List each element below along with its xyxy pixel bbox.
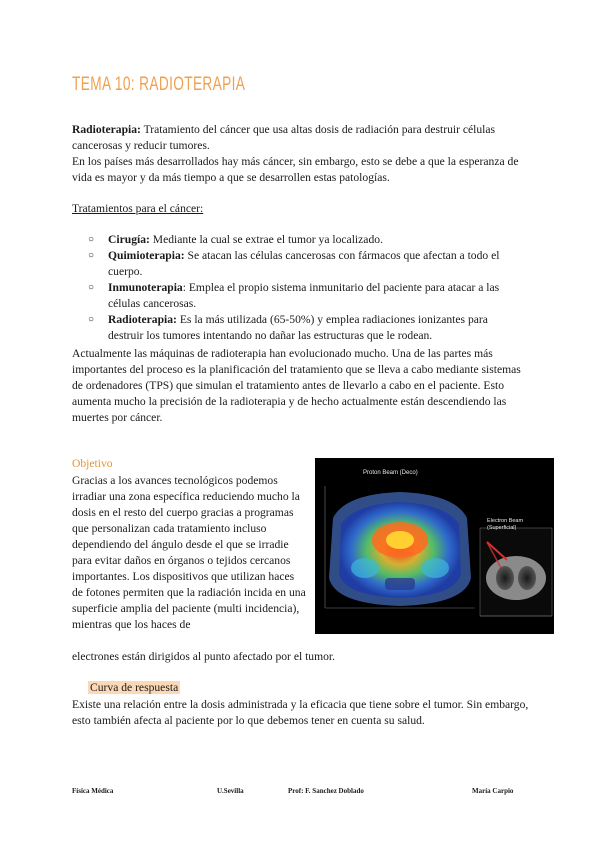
treatment-term: Inmunoterapia (108, 281, 183, 294)
figure-label-electron (487, 518, 523, 532)
list-item (88, 280, 524, 312)
objetivo-text: Gracias a los avances tecnológicos podemos irradiar una zona específica reduciendo mucho la dosis en el resto del cuerpo gracias a programas que personalizan cada tratamiento incluso dependiendo del ángulo desde el que se irradie para evitar daños en órganos o tejidos cercanos importantes. Los dispositivos que utilizan haces de fotones permiten que la radiación incida en una superficie amplia del paciente (multi incidencia), mientras que los haces de (72, 474, 306, 631)
circle-bullet-icon: ○ (88, 282, 95, 293)
treatment-term: Cirugía: (108, 233, 150, 246)
treatments-list (88, 232, 524, 344)
footer-professor: Prof: F. Sanchez Doblado (288, 787, 364, 795)
dose-distribution-illustration (315, 458, 554, 634)
figure-label-electron-line1: Electron Beam (487, 518, 524, 524)
treatment-term: Radioterapia: (108, 313, 177, 326)
context-paragraph: En los países más desarrollados hay más cáncer, sin embargo, esto se debe a que la esperanza de vida es mayor y da más tiempo a que se desarrollen estas patologías. (72, 155, 519, 184)
figure-label-proton: Proton Beam (Deco) (363, 470, 418, 476)
intro-definition: Tratamiento del cáncer que usa altas dosis de radiación para destruir células cancerosas y reducir tumores. (72, 123, 496, 152)
machines-paragraph: Actualmente las máquinas de radioterapia han evolucionado mucho. Una de las partes más importantes del proceso es la planificación del tratamiento que se lleva a cabo mediante sistemas de ordenadores (TPS) que simulan el tratamiento antes de llevarlo a cabo en el paciente. Esto aumenta mucho la precisión de la radioterapia y de hecho actualmente están descendiendo las muertes por cáncer. (72, 347, 521, 424)
treatment-text: Mediante la cual se extrae el tumor ya localizado. (149, 233, 383, 246)
curva-paragraph: Existe una relación entre la dosis administrada y la eficacia que tiene sobre el tumor. Sin embargo, esto también afecta al paciente por lo que debemos tener en cuenta su salud. (72, 698, 529, 727)
list-item (88, 248, 524, 280)
curva-heading: Curva de respuesta (90, 681, 179, 694)
circle-bullet-icon: ○ (88, 234, 95, 245)
circle-bullet-icon: ○ (88, 314, 95, 325)
treatment-term: Quimioterapia: (108, 249, 185, 262)
treatments-heading: Tratamientos para el cáncer: (72, 202, 204, 215)
intro-term: Radioterapia: (72, 123, 141, 136)
treatment-text: Es la más utilizada (65-50%) y emplea radiaciones ionizantes para destruir los tumores intentando no dañar las estructuras que le rodean. (108, 313, 488, 342)
intro-paragraph (72, 122, 530, 154)
footer-author: María Carpio (472, 787, 514, 795)
footer-university: U.Sevilla (217, 787, 244, 795)
circle-bullet-icon: ○ (88, 250, 95, 261)
objetivo-heading: Objetivo (72, 457, 113, 470)
treatment-text: : Emplea el propio sistema inmunitario del paciente para atacar a las células cancerosas. (108, 281, 500, 310)
footer-subject: Física Médica (72, 787, 114, 795)
page-title: TEMA 10: RADIOTERAPIA (72, 74, 246, 95)
treatment-text: Se atacan las células cancerosas con fármacos que afectan a todo el cuerpo. (108, 249, 500, 278)
objetivo-tail: electrones están dirigidos al punto afectado por el tumor. (72, 650, 336, 663)
radiotherapy-dose-image (315, 458, 554, 634)
figure-label-electron-line2: (Superficial) (487, 525, 517, 531)
list-item (88, 232, 524, 248)
list-item (88, 312, 524, 344)
